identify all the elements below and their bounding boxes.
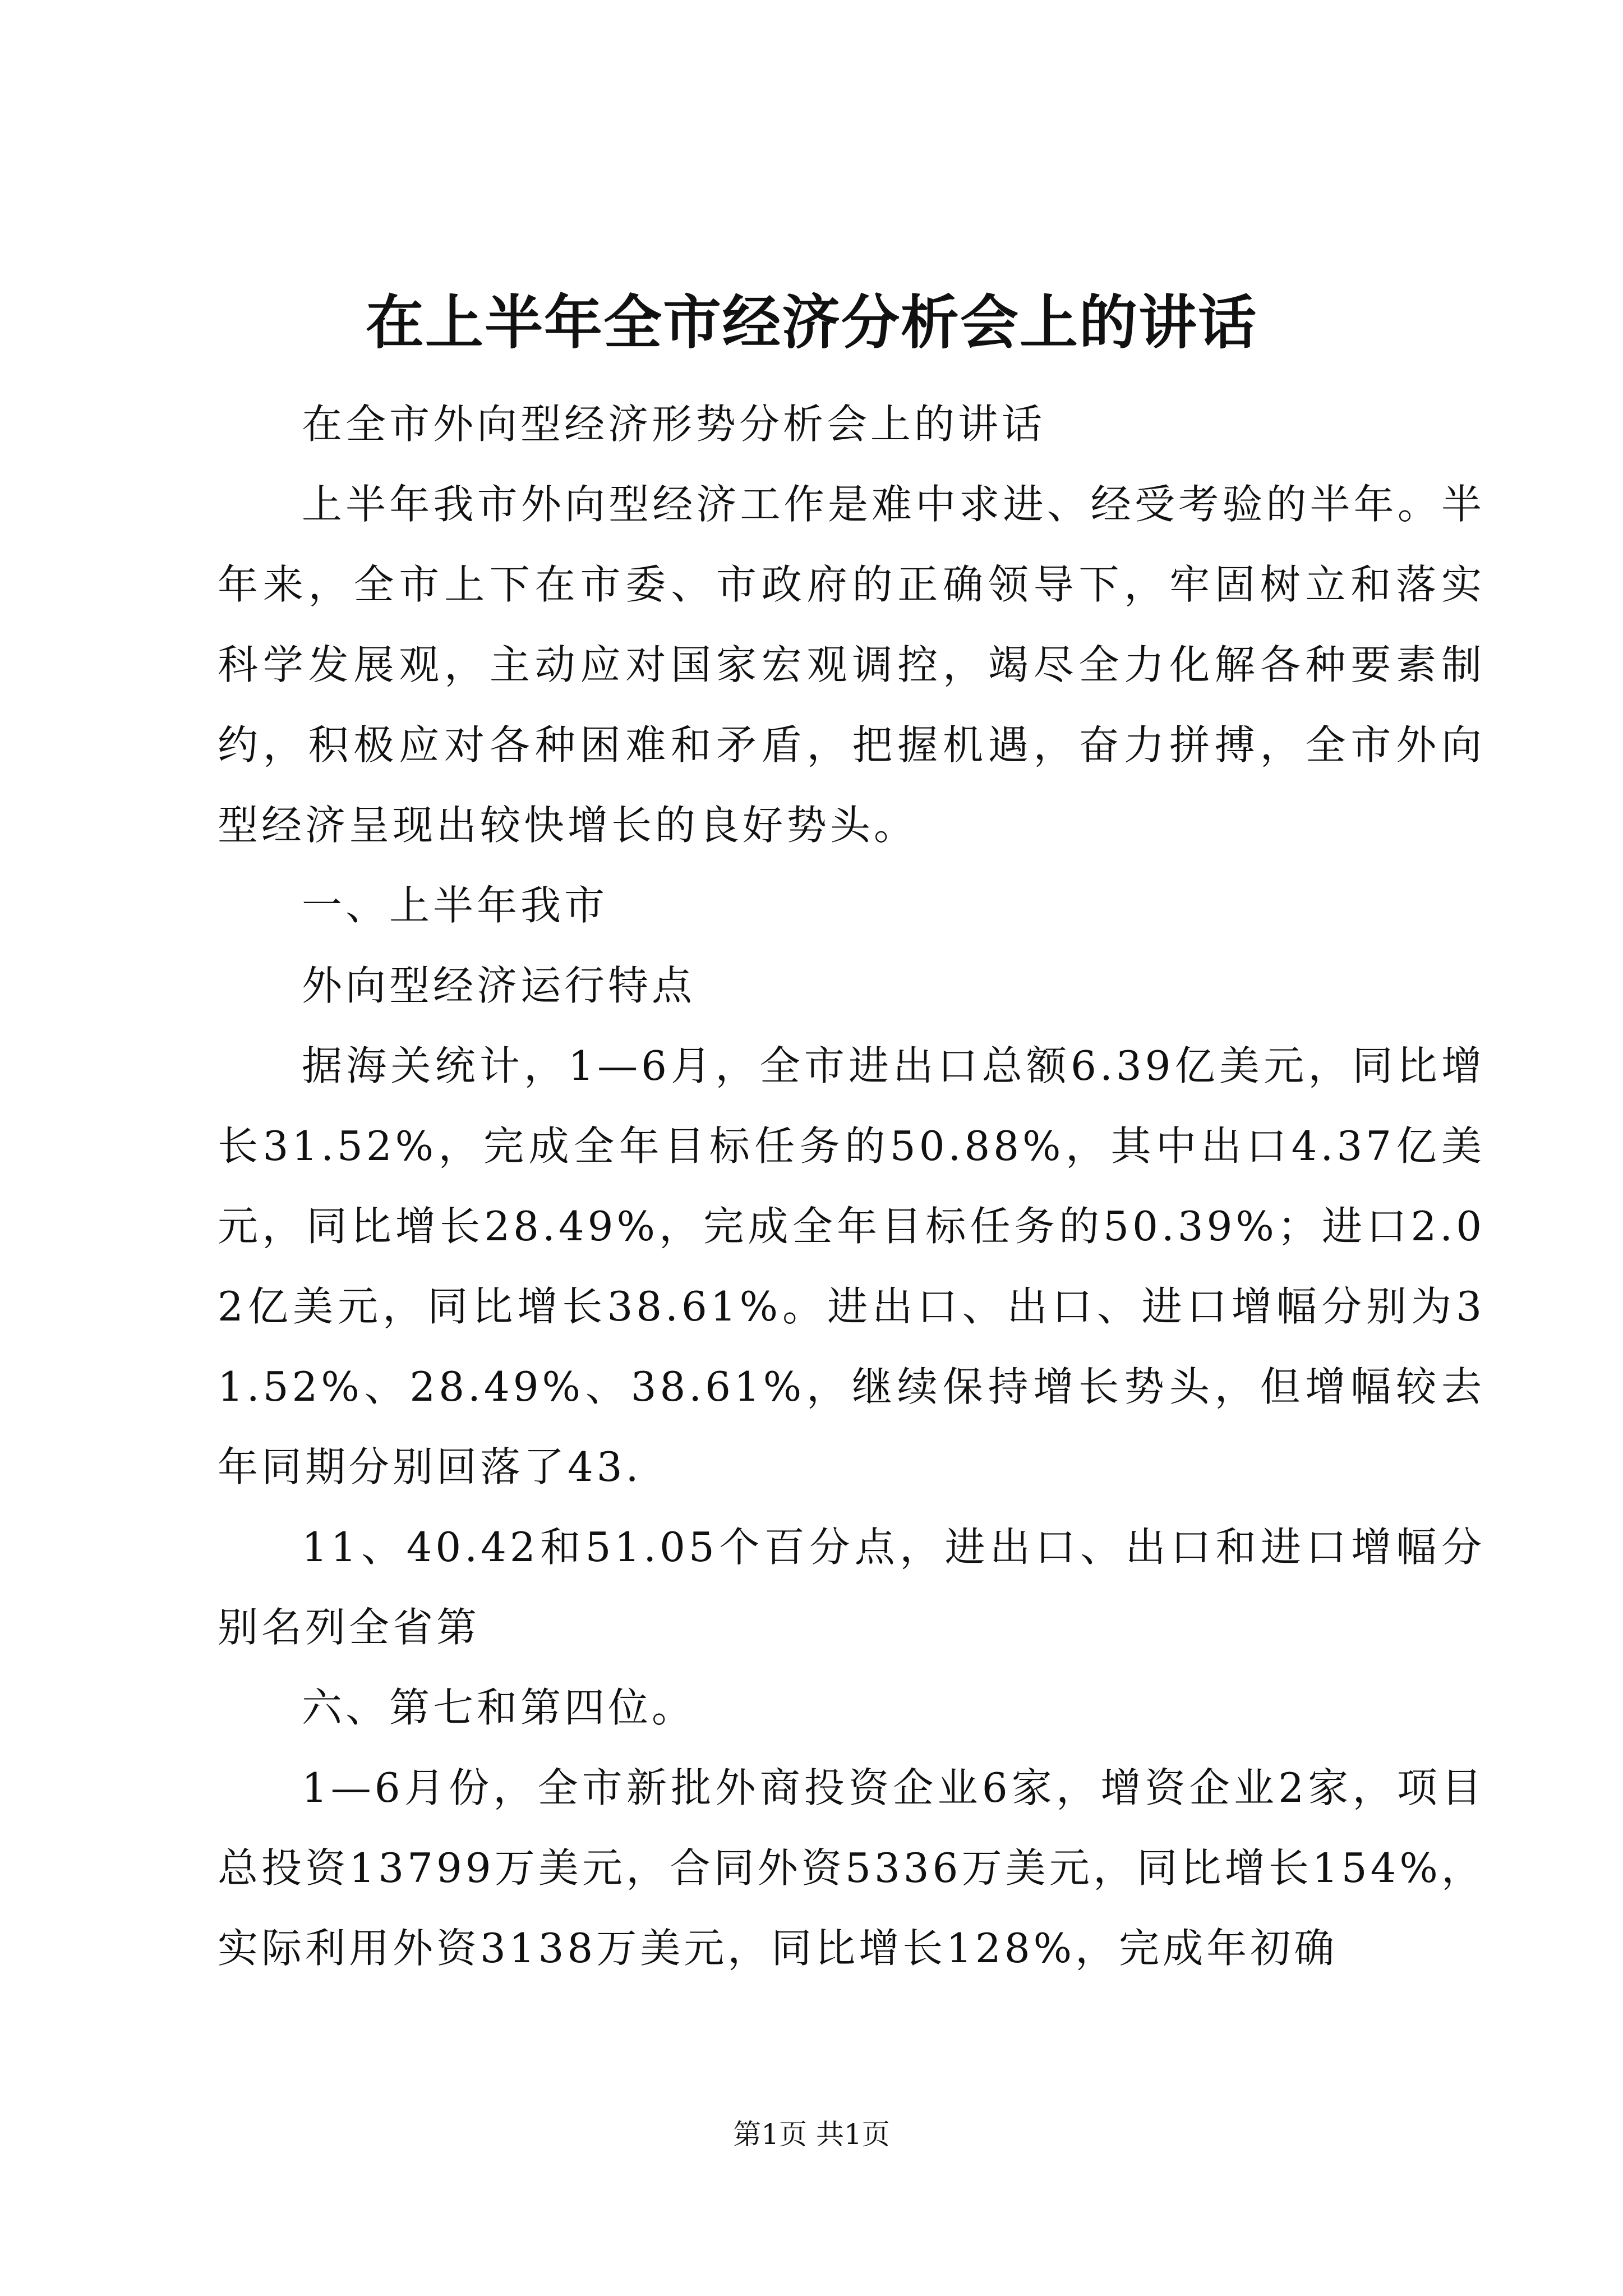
paragraph-subtitle: 在全市外向型经济形势分析会上的讲话 — [302, 401, 1046, 448]
document-body — [218, 384, 1485, 1989]
paragraph-ranking-positions: 六、第七和第四位。 — [302, 1684, 696, 1731]
paragraph-trade-ranking: 11、40.42和51.05个百分点，进出口、出口和进口增幅分别名列全省第 — [218, 1524, 1485, 1651]
paragraph-investment-stats: 1—6月份，全市新批外商投资企业6家，增资企业2家，项目总投资13799万美元，合同外资5336万美元，同比增长154%，实际利用外资3138万美元，同比增长128%，完成年初确 — [218, 1764, 1485, 1972]
paragraph-trade-stats: 据海关统计，1—6月，全市进出口总额6.39亿美元，同比增长31.52%，完成全年目标任务的50.88%，其中出口4.37亿美元，同比增长28.49%，完成全年目标任务的50.39%；进口2.02亿美元，同比增长38.61%。进出口、出口、进口增幅分别为31.52%、28.49%、38.61%，继续保持增长势头，但增幅较去年同期分别回落了43. — [218, 1042, 1485, 1490]
page-footer: 第1页 共1页 — [733, 2118, 890, 2151]
paragraph-intro: 上半年我市外向型经济工作是难中求进、经受考验的半年。半年来，全市上下在市委、市政府的正确领导下，牢固树立和落实科学发展观，主动应对国家宏观调控，竭尽全力化解各种要素制约，积极应对各种困难和矛盾，把握机遇，奋力拼搏，全市外向型经济呈现出较快增长的良好势头。 — [218, 481, 1485, 849]
section-heading-1-cont: 外向型经济运行特点 — [302, 962, 696, 1009]
section-heading-1: 一、上半年我市 — [302, 882, 608, 929]
document-title: 在上半年全市经济分析会上的讲话 — [365, 288, 1257, 357]
